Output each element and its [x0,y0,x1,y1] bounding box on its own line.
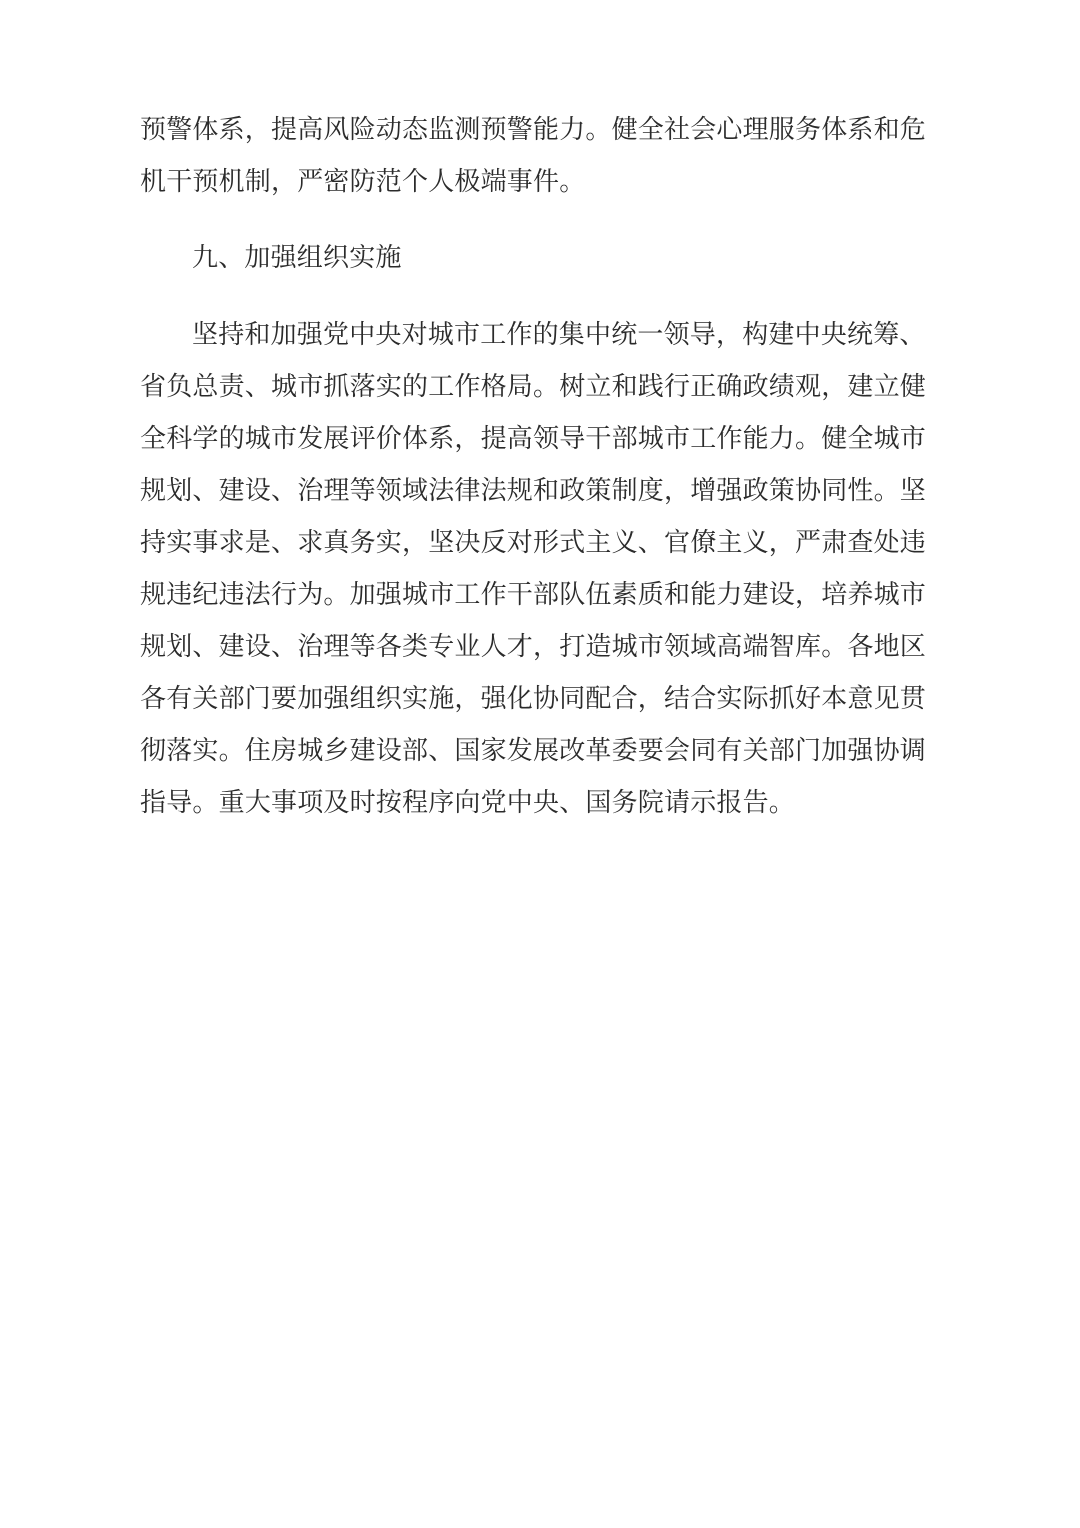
paragraph-line: 坚持和加强党中央对城市工作的集中统一领导，构建中央统筹、 [192,320,926,350]
section-heading: 九、加强组织实施 [192,243,402,273]
paragraph-line: 彻落实。住房城乡建设部、国家发展改革委要会同有关部门加强协调 [140,736,927,766]
paragraph-line: 预警体系，提高风险动态监测预警能力。健全社会心理服务体系和危 [140,115,927,145]
paragraph-line: 持实事求是、求真务实，坚决反对形式主义、官僚主义，严肃查处违 [140,528,927,558]
paragraph-line: 规划、建设、治理等各类专业人才，打造城市领域高端智库。各地区 [140,632,927,662]
paragraph-line: 指导。重大事项及时按程序向党中央、国务院请示报告。 [140,788,796,818]
paragraph-line: 全科学的城市发展评价体系，提高领导干部城市工作能力。健全城市 [140,424,927,454]
paragraph-line: 各有关部门要加强组织实施，强化协同配合，结合实际抓好本意见贯 [140,684,927,714]
paragraph-line: 规违纪违法行为。加强城市工作干部队伍素质和能力建设，培养城市 [140,580,927,610]
paragraph-line: 规划、建设、治理等领域法律法规和政策制度，增强政策协同性。坚 [140,476,927,506]
paragraph-line: 省负总责、城市抓落实的工作格局。树立和践行正确政绩观，建立健 [140,372,927,402]
paragraph-line: 机干预机制，严密防范个人极端事件。 [140,167,586,197]
